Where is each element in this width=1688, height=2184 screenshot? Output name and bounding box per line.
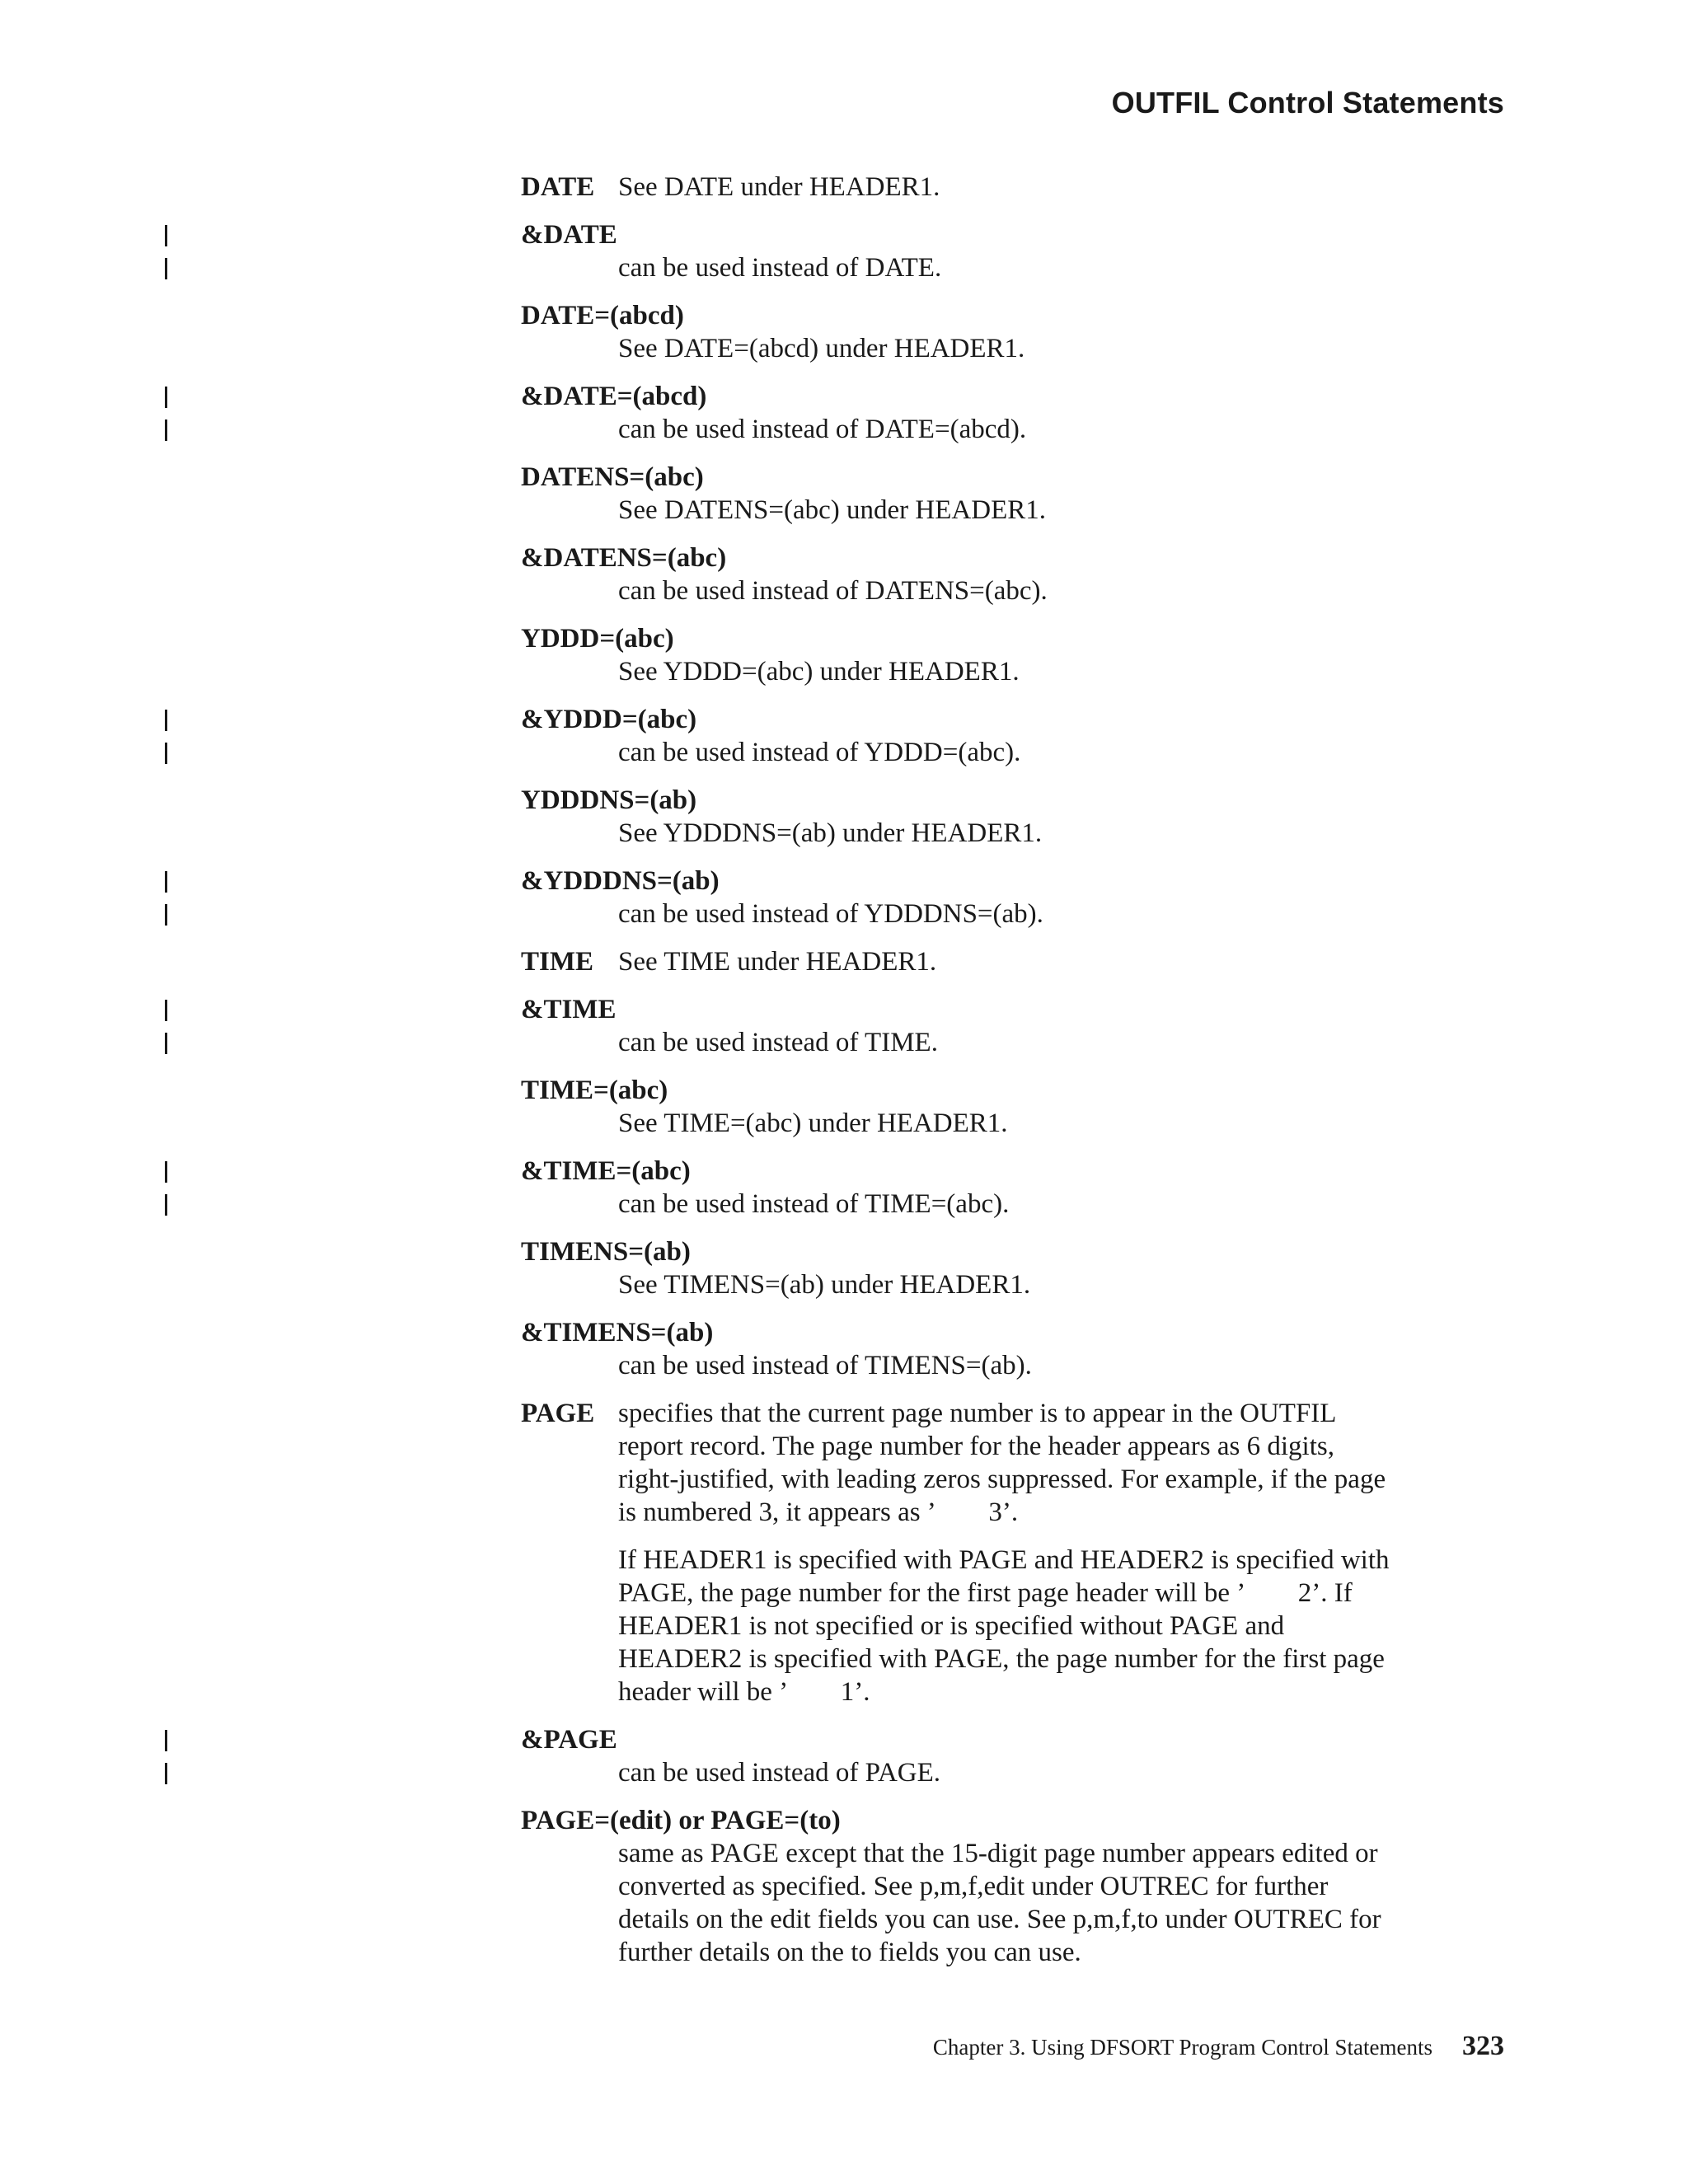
definition-entry bbox=[521, 218, 1502, 284]
text-line: same as PAGE except that the 15-digit page number appears edited or bbox=[618, 1839, 1378, 1868]
definition-entry bbox=[521, 541, 1502, 607]
definition-entry bbox=[521, 703, 1502, 769]
definition-desc: can be used instead of TIME. bbox=[618, 1028, 938, 1057]
change-bar bbox=[165, 1161, 167, 1183]
text-line: converted as specified. See p,m,f,edit under OUTREC for further bbox=[618, 1872, 1329, 1901]
change-bar bbox=[165, 1194, 167, 1216]
definition-term: &TIME bbox=[521, 995, 617, 1024]
definition-desc: See TIME=(abc) under HEADER1. bbox=[618, 1108, 1008, 1138]
definition-desc: See DATE under HEADER1. bbox=[618, 172, 940, 202]
definition-entry bbox=[521, 993, 1502, 1059]
definition-term: YDDD=(abc) bbox=[521, 624, 674, 654]
definition-desc: See TIME under HEADER1. bbox=[618, 947, 937, 977]
definition-term: &PAGE bbox=[521, 1725, 617, 1755]
definition-desc: can be used instead of TIMENS=(ab). bbox=[618, 1351, 1032, 1380]
simple-entries bbox=[521, 171, 1502, 1382]
definition-entry bbox=[521, 380, 1502, 446]
text-line: details on the edit fields you can use. See p,m,f,to under OUTREC for bbox=[618, 1905, 1381, 1934]
definition-term: DATENS=(abc) bbox=[521, 462, 704, 492]
definition-term: &YDDD=(abc) bbox=[521, 705, 697, 734]
definition-term: TIME=(abc) bbox=[521, 1076, 668, 1105]
change-bar bbox=[165, 904, 167, 926]
definition-entry-and-page bbox=[521, 1723, 1502, 1789]
definition-desc: can be used instead of DATE=(abcd). bbox=[618, 415, 1027, 444]
definition-term: DATE bbox=[521, 172, 595, 202]
definition-entry bbox=[521, 171, 1502, 204]
footer-chapter-title: Chapter 3. Using DFSORT Program Control Statements bbox=[932, 2035, 1432, 2060]
definition-desc: can be used instead of PAGE. bbox=[618, 1758, 941, 1788]
definition-desc: See YDDD=(abc) under HEADER1. bbox=[618, 657, 1020, 687]
definition-desc: can be used instead of YDDDNS=(ab). bbox=[618, 899, 1043, 929]
change-bar bbox=[165, 1763, 167, 1784]
change-bar bbox=[165, 419, 167, 441]
definition-term: YDDDNS=(ab) bbox=[521, 785, 697, 815]
definition-desc: See DATE=(abcd) under HEADER1. bbox=[618, 334, 1025, 363]
change-bar bbox=[165, 225, 167, 246]
text-line: right-justified, with leading zeros suppressed. For example, if the page bbox=[618, 1465, 1386, 1494]
definition-entry bbox=[521, 865, 1502, 930]
change-bar bbox=[165, 871, 167, 893]
page-footer bbox=[933, 2031, 1504, 2062]
change-bar bbox=[165, 710, 167, 731]
change-bar bbox=[165, 258, 167, 279]
definition-desc bbox=[521, 1430, 1502, 1708]
definition-entry bbox=[521, 1316, 1502, 1382]
text-line: HEADER2 is specified with PAGE, the page number for the first page bbox=[618, 1644, 1385, 1674]
page-number: 323 bbox=[1462, 2031, 1504, 2061]
definition-term: TIME bbox=[521, 947, 594, 977]
text-line: HEADER1 is not specified or is specified without PAGE and bbox=[618, 1611, 1285, 1641]
definition-desc-first-line: specifies that the current page number is to appear in the OUTFIL bbox=[618, 1399, 1337, 1428]
definition-entry-page bbox=[521, 1397, 1502, 1708]
change-bar bbox=[165, 1000, 167, 1021]
definition-term: TIMENS=(ab) bbox=[521, 1237, 691, 1267]
page-paragraph-2 bbox=[618, 1544, 1502, 1708]
definition-desc: can be used instead of DATENS=(abc). bbox=[618, 576, 1048, 606]
definition-term: &YDDDNS=(ab) bbox=[521, 866, 720, 896]
definition-entry bbox=[521, 461, 1502, 527]
running-head: OUTFIL Control Statements bbox=[1111, 86, 1504, 120]
change-bar bbox=[165, 1033, 167, 1054]
change-bar bbox=[165, 743, 167, 764]
text-line: header will be ’ 1’. bbox=[618, 1677, 870, 1707]
page-paragraph-1 bbox=[618, 1430, 1502, 1529]
change-bar bbox=[165, 1730, 167, 1751]
definition-entry bbox=[521, 1074, 1502, 1140]
definition-desc: See TIMENS=(ab) under HEADER1. bbox=[618, 1270, 1031, 1300]
definition-desc: can be used instead of TIME=(abc). bbox=[618, 1189, 1010, 1219]
text-line: PAGE, the page number for the first page header will be ’ 2’. If bbox=[618, 1578, 1353, 1608]
definition-desc: can be used instead of YDDD=(abc). bbox=[618, 738, 1021, 767]
definition-term: PAGE bbox=[521, 1399, 595, 1428]
definition-term: PAGE=(edit) or PAGE=(to) bbox=[521, 1806, 841, 1835]
definition-entry bbox=[521, 1235, 1502, 1301]
definition-desc: See YDDDNS=(ab) under HEADER1. bbox=[618, 818, 1043, 848]
definition-entry bbox=[521, 1155, 1502, 1221]
definition-term: &TIMENS=(ab) bbox=[521, 1318, 714, 1347]
text-line: If HEADER1 is specified with PAGE and HEADER2 is specified with bbox=[618, 1545, 1390, 1575]
definition-term: &DATE bbox=[521, 220, 617, 250]
definition-desc: can be used instead of DATE. bbox=[618, 253, 942, 283]
text-line: is numbered 3, it appears as ’ 3’. bbox=[618, 1497, 1019, 1527]
definition-entry bbox=[521, 945, 1502, 978]
definition-term: &DATE=(abcd) bbox=[521, 382, 707, 411]
definition-entry-page-edit bbox=[521, 1804, 1502, 1969]
definition-term: &TIME=(abc) bbox=[521, 1156, 691, 1186]
definition-term: DATE=(abcd) bbox=[521, 301, 684, 330]
text-line: further details on the to fields you can use. bbox=[618, 1938, 1081, 1967]
text-line: report record. The page number for the header appears as 6 digits, bbox=[618, 1432, 1334, 1461]
definition-entry bbox=[521, 784, 1502, 850]
definition-desc: See DATENS=(abc) under HEADER1. bbox=[618, 495, 1046, 525]
definition-entry bbox=[521, 299, 1502, 365]
definition-desc bbox=[521, 1837, 1502, 1969]
definition-term: &DATENS=(abc) bbox=[521, 543, 727, 573]
change-bar bbox=[165, 387, 167, 408]
definition-entry bbox=[521, 622, 1502, 688]
definition-list bbox=[521, 171, 1502, 1984]
